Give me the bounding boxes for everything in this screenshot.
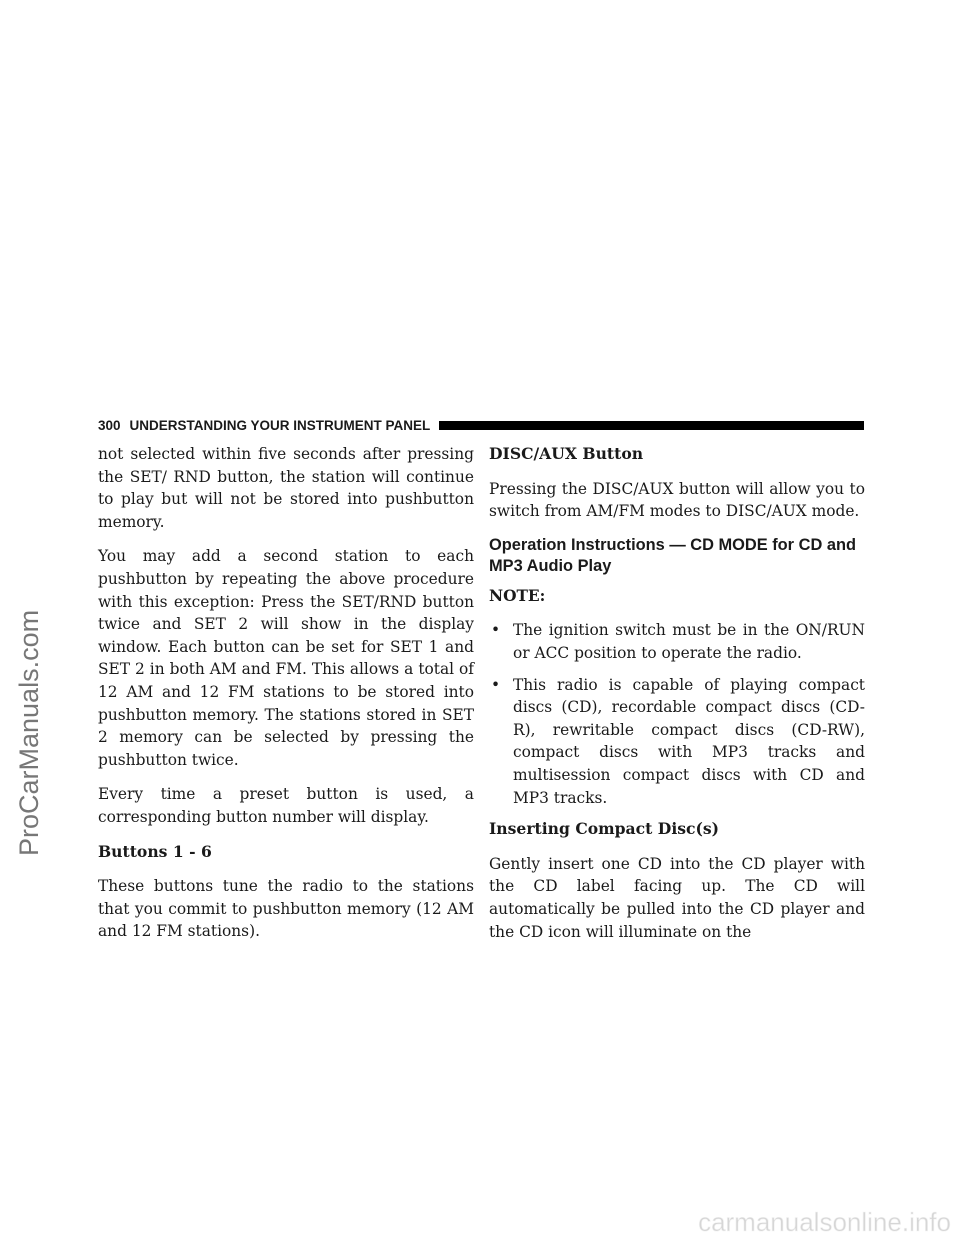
- paragraph: not selected within five seconds after pressing the SET/ RND button, the station will continue to play but will not be stored into pushbutton memory.: [98, 445, 474, 531]
- paragraph: Pressing the DISC/AUX button will allow you to switch from AM/FM modes to DISC/AUX mode.: [489, 479, 865, 521]
- disc-aux-heading: DISC/AUX Button: [489, 444, 644, 463]
- paragraph: These buttons tune the radio to the stations that you commit to pushbutton memory (12 AM and 12 FM stations).: [98, 877, 474, 941]
- note-label: NOTE:: [489, 586, 546, 605]
- paragraph: You may add a second station to each pushbutton by repeating the above procedure with this exception: Press the SET/RND button twice and SET 2 will show in the display window. Each button can be set for SET 1 and SET 2 in both AM and FM. This allows a total of 12 AM and 12 FM stations to be stored into pushbutton memory. The stations stored in SET 2 memory can be selected by pressing the pushbutton twice.: [98, 547, 474, 769]
- paragraph: Every time a preset button is used, a corresponding button number will display.: [98, 785, 474, 826]
- note-list: [489, 619, 865, 809]
- side-watermark: [8, 380, 48, 860]
- bottom-watermark: [575, 1206, 955, 1236]
- operation-heading: Operation Instructions — CD MODE for CD and MP3 Audio Play: [489, 535, 856, 575]
- inserting-heading: Inserting Compact Disc(s): [489, 819, 720, 839]
- bullet-icon: •: [491, 675, 501, 694]
- bullet-icon: •: [491, 621, 501, 640]
- section-title: UNDERSTANDING YOUR INSTRUMENT PANEL: [129, 417, 431, 433]
- paragraph: Gently insert one CD into the CD player with the CD label facing up. The CD will automatically be pulled into the CD player and the CD icon will illuminate on the: [489, 854, 865, 941]
- list-item-text: The ignition switch must be in the ON/RUN or ACC position to operate the radio.: [513, 621, 865, 662]
- page-header: [98, 415, 864, 435]
- left-column: [98, 443, 474, 943]
- list-item: [489, 674, 865, 810]
- list-item-text: This radio is capable of playing compact discs (CD), recordable compact discs (CD-R), rewritable compact discs (CD-RW), compact discs with MP3 tracks and multisession compact discs with CD and MP3 tracks.: [513, 675, 865, 807]
- header-rule: [439, 421, 864, 430]
- side-watermark-text: ProCarManuals.com: [14, 609, 44, 856]
- buttons-heading: Buttons 1 - 6: [98, 841, 212, 861]
- page-number: 300: [98, 417, 121, 433]
- bottom-watermark-text: carmanualsonline.info: [698, 1207, 951, 1236]
- list-item: [489, 619, 865, 664]
- right-column: [489, 443, 865, 943]
